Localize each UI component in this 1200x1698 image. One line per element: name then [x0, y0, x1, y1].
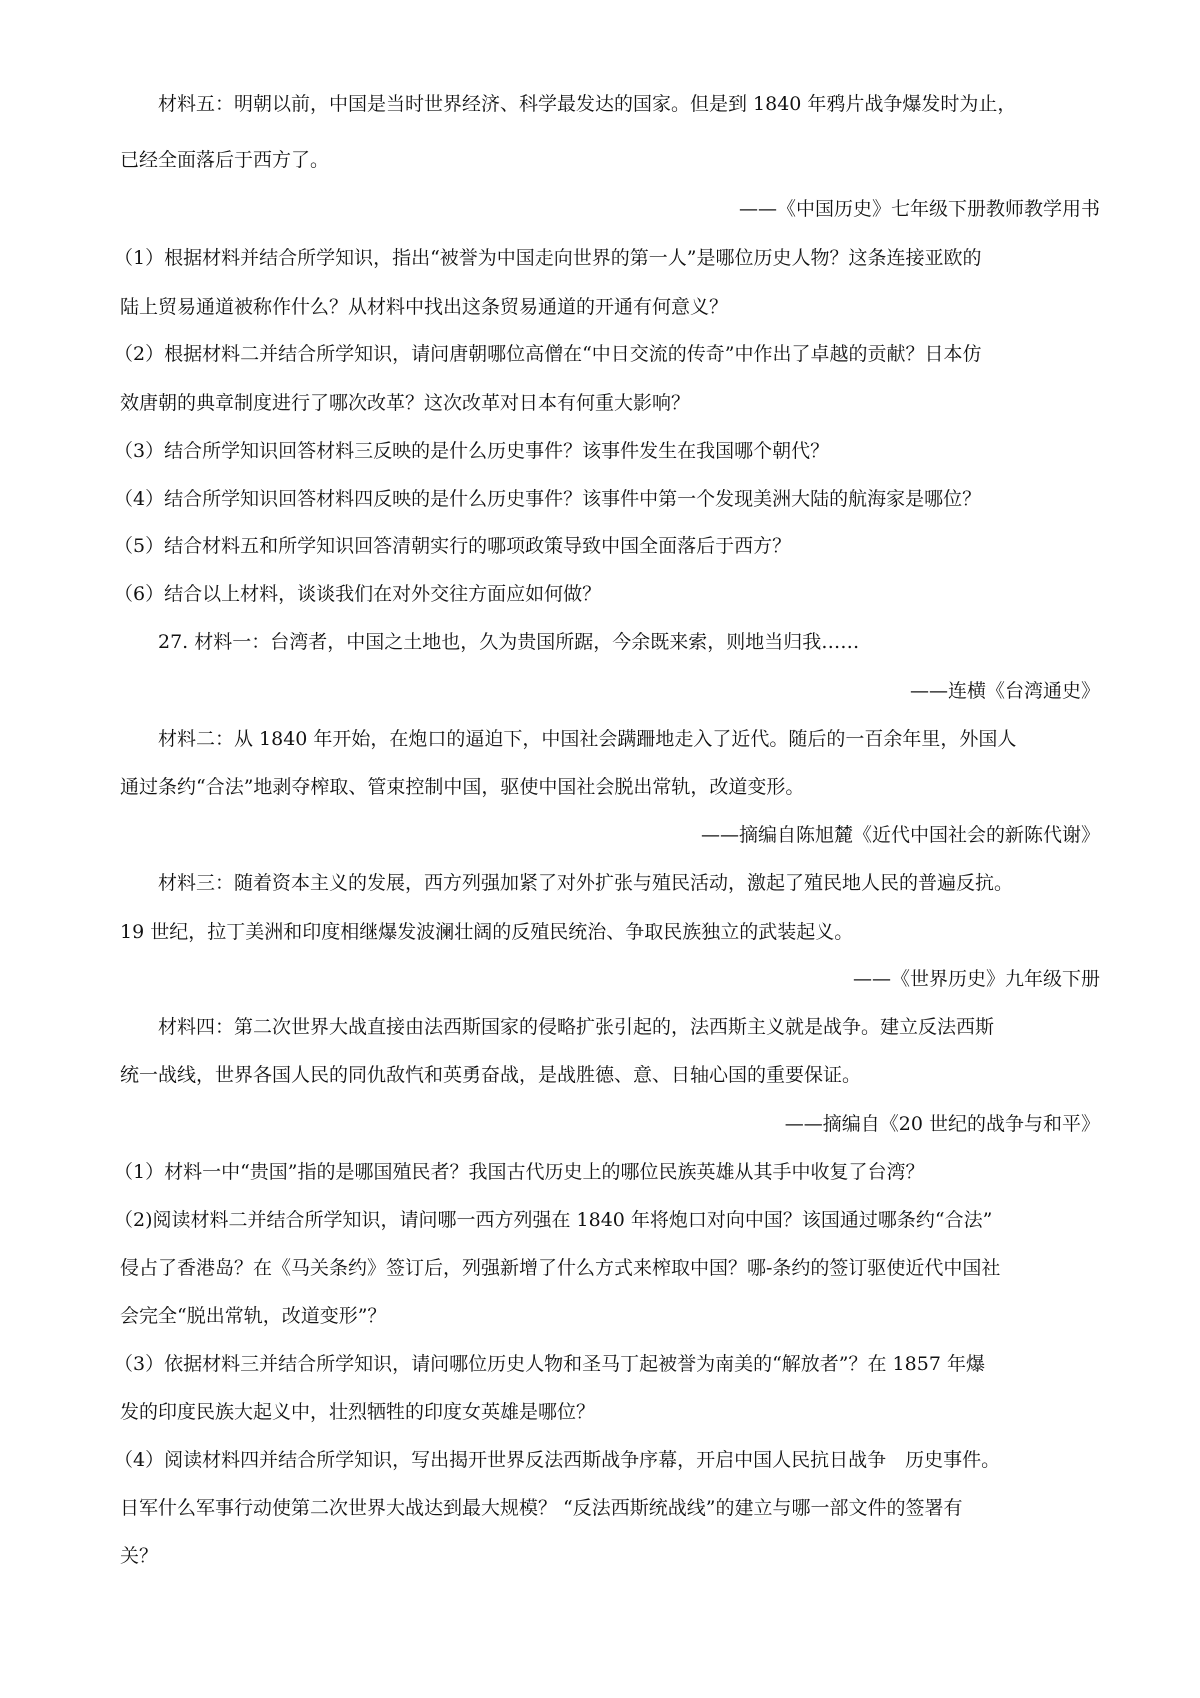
material-source: ——《世界历史》九年级下册	[852, 968, 1100, 990]
question-text-line: （3）依据材料三并结合所学知识，请问哪位历史人物和圣马丁起被誉为南美的“解放者”？在 1857 年爆	[114, 1353, 985, 1375]
question-text-line: 关？	[120, 1545, 159, 1567]
question-text-line: 日军什么军事行动使第二次世界大战达到最大规模？ “反法西斯统战线”的建立与哪一部文件的签署有	[120, 1497, 963, 1519]
material-source: ——摘编自陈旭麓《近代中国社会的新陈代谢》	[700, 824, 1100, 846]
material-text-line: 材料三：随着资本主义的发展，西方列强加紧了对外扩张与殖民活动，激起了殖民地人民的普遍反抗。	[158, 872, 1014, 894]
material-text-line: 已经全面落后于西方了。	[120, 149, 330, 171]
question-text-line: （3）结合所学知识回答材料三反映的是什么历史事件？该事件发生在我国哪个朝代？	[114, 440, 830, 462]
material-source: ——连横《台湾通史》	[909, 680, 1100, 702]
material-source: ——《中国历史》七年级下册教师教学用书	[738, 198, 1100, 220]
material-text-line: 材料四：第二次世界大战直接由法西斯国家的侵略扩张引起的，法西斯主义就是战争。建立反法西斯	[158, 1016, 995, 1038]
question-text-line: 发的印度民族大起义中，壮烈牺牲的印度女英雄是哪位？	[120, 1401, 596, 1423]
question-text-line: （4）阅读材料四并结合所学知识，写出揭开世界反法西斯战争序幕，开启中国人民抗日战争 历史事件。	[114, 1449, 1001, 1471]
question-text-line: （1）根据材料并结合所学知识，指出“被誉为中国走向世界的第一人”是哪位历史人物？这条连接亚欧的	[114, 247, 982, 269]
material-text-line: 19 世纪，拉丁美洲和印度相继爆发波澜壮阔的反殖民统治、争取民族独立的武装起义。	[120, 921, 854, 943]
question-text-line: （2)阅读材料二并结合所学知识，请问哪一西方列强在 1840 年将炮口对向中国？该国通过哪条约“合法”	[114, 1209, 993, 1231]
material-text-line: 通过条约“合法”地剥夺榨取、管束控制中国，驱使中国社会脱出常轨，改道变形。	[120, 776, 805, 798]
question-text-line: （2）根据材料二并结合所学知识，请问唐朝哪位高僧在“中日交流的传奇”中作出了卓越的贡献？日本仿	[114, 343, 982, 365]
material-text-line: 统一战线，世界各国人民的同仇敌忾和英勇奋战，是战胜德、意、日轴心国的重要保证。	[120, 1064, 862, 1086]
question-text-line: （1）材料一中“贵国”指的是哪国殖民者？我国古代历史上的哪位民族英雄从其手中收复了台湾？	[114, 1161, 925, 1183]
question-text-line: 会完全“脱出常轨，改道变形”？	[120, 1305, 387, 1327]
material-source: ——摘编自《20 世纪的战争与和平》	[784, 1113, 1100, 1135]
question-text-line: 侵占了香港岛？在《马关条约》签订后，列强新增了什么方式来榨取中国？哪-条约的签订驱使近代中国社	[120, 1257, 1001, 1279]
question-text-line: 效唐朝的典章制度进行了哪次改革？这次改革对日本有何重大影响？	[120, 392, 691, 414]
question-text-line: （4）结合所学知识回答材料四反映的是什么历史事件？该事件中第一个发现美洲大陆的航海家是哪位？	[114, 488, 982, 510]
question-text-line: （6）结合以上材料，谈谈我们在对外交往方面应如何做？	[114, 583, 602, 605]
material-text-line: 27. 材料一：台湾者，中国之土地也，久为贵国所踞，今余既来索，则地当归我……	[158, 631, 860, 653]
material-text-line: 材料五：明朝以前，中国是当时世界经济、科学最发达的国家。但是到 1840 年鸦片战争爆发时为止，	[158, 93, 1017, 115]
question-text-line: （5）结合材料五和所学知识回答清朝实行的哪项政策导致中国全面落后于西方？	[114, 535, 792, 557]
material-text-line: 材料二：从 1840 年开始，在炮口的逼迫下，中国社会蹒跚地走入了近代。随后的一百余年里，外国人	[158, 728, 1017, 750]
question-text-line: 陆上贸易通道被称作什么？从材料中找出这条贸易通道的开通有何意义？	[120, 296, 729, 318]
